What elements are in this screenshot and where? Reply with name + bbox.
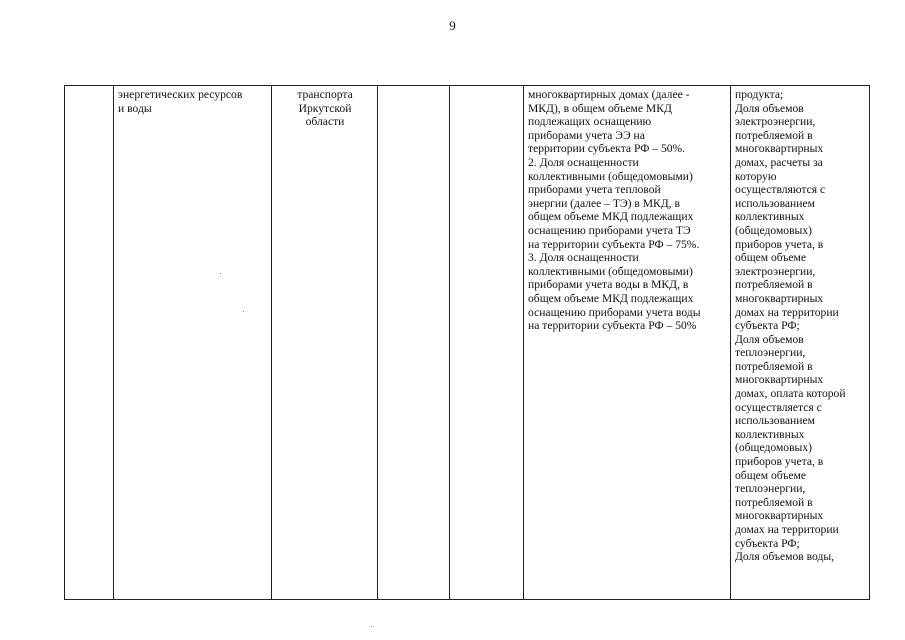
text-line: субъекта РФ; [735,536,800,550]
text-line: коллективных [735,427,805,441]
text-line: домах, расчеты за [735,155,823,169]
text-line: приборов учета, в [735,455,824,469]
text-line: на территории субъекта РФ – 75%. [528,237,700,251]
text-line: приборами учета воды в МКД, в [528,278,689,292]
text-line: 2. Доля оснащенности [528,155,639,169]
text-line: транспорта [297,88,353,101]
text-line: Иркутской [298,101,352,115]
text-line: и воды [118,101,152,115]
text-line: приборами учета ЭЭ на [528,128,645,142]
text-line: Доля объемов [735,101,804,115]
text-line: области [305,115,345,129]
text-line: оснащению приборами учета ТЭ [528,223,691,237]
cell-col4 [378,86,450,600]
table-row [65,86,870,600]
text-line: Доля объемов воды, [735,550,835,564]
text-line: многоквартирных [735,291,824,305]
text-line: домах на территории [735,523,839,536]
text-line: приборов учета, в [735,237,824,251]
text-line: продукта; [735,88,784,101]
text-line: многоквартирных [735,373,824,387]
text-line: потребляемой в [735,359,813,373]
text-line: коллективных [735,210,805,224]
text-line: общем объеме [735,251,807,265]
scan-speck [371,626,372,627]
text-line: домах, оплата которой [735,387,846,401]
cell-col2 [114,86,272,600]
text-line: (общедомовых) [735,223,813,237]
text-line: потребляемой в [735,495,813,509]
text-line: энергии (далее – ТЭ) в МКД, в [528,196,680,210]
text-line: МКД), в общем объеме МКД [528,101,672,115]
text-line: многоквартирных [735,142,824,156]
text-line: субъекта РФ; [735,319,800,333]
text-line: потребляемой в [735,128,813,142]
page-number: 9 [449,18,456,33]
text-line: использованием [735,196,815,210]
text-line: на территории субъекта РФ – 50% [528,319,697,333]
text-line: коллективными (общедомовыми) [528,264,693,278]
text-line: многоквартирных [735,509,824,523]
text-line: Доля объемов [735,332,804,346]
text-line: потребляемой в [735,278,813,292]
text-line: домах на территории [735,305,839,319]
cell-col7 [731,86,870,600]
text-line: электроэнергии, [735,115,816,129]
text-line: 3. Доля оснащенности [528,251,639,265]
cell-col5 [450,86,524,600]
text-line: осуществляется с [735,400,822,414]
text-line: общем объеме МКД подлежащих [528,291,694,305]
text-line: коллективными (общедомовыми) [528,169,693,183]
text-line: подлежащих оснащению [528,115,652,129]
text-line: осуществляются с [735,183,826,197]
text-line: общем объеме МКД подлежащих [528,210,694,224]
text-line: энергетических ресурсов [118,88,243,101]
scan-speck [220,273,221,274]
text-line: оснащению приборами учета воды [528,305,701,319]
text-line: электроэнергии, [735,264,816,278]
text-line: использованием [735,414,815,428]
text-line: теплоэнергии, [735,482,806,496]
text-line: приборами учета тепловой [528,183,661,197]
text-line: которую [735,169,777,183]
cell-col3 [272,86,378,600]
cell-col6 [524,86,731,600]
text-line: многоквартирных домах (далее - [528,88,690,101]
indicators-table [64,85,870,600]
cell-col1 [65,86,114,600]
text-line: территории субъекта РФ – 50%. [528,142,686,156]
scan-speck [243,311,244,312]
text-line: общем объеме [735,468,807,482]
text-line: теплоэнергии, [735,346,806,360]
text-line: (общедомовых) [735,441,813,455]
